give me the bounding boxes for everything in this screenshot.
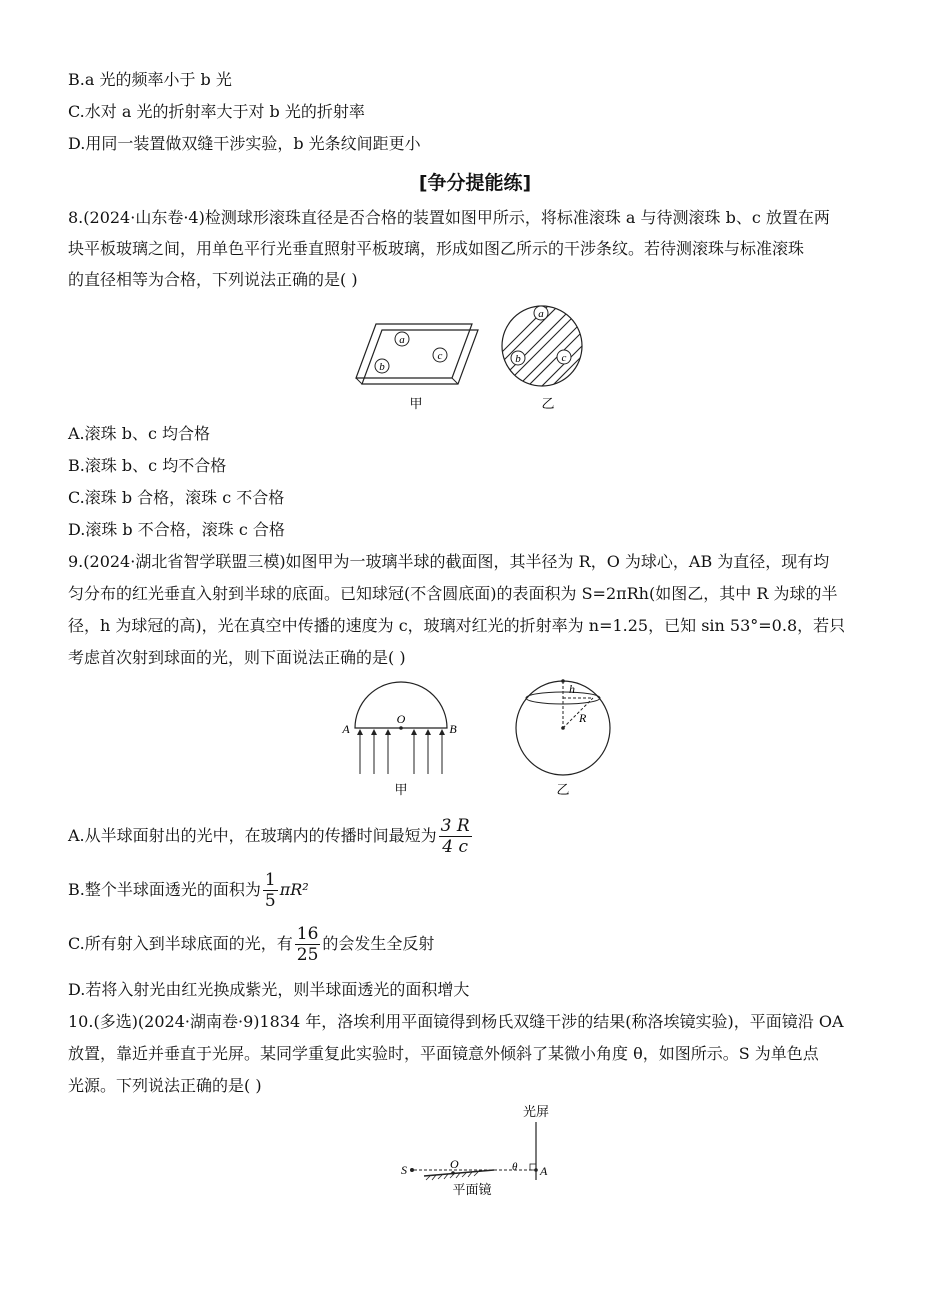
q10-stem-line-3: 光源。下列说法正确的是( )	[68, 1076, 262, 1095]
q8-stem-line-2: 块平板玻璃之间，用单色平行光垂直照射平板玻璃，形成如图乙所示的干涉条纹。若待测滚珠与标准滚珠	[68, 239, 805, 258]
q8-option-d: D.滚珠 b 不合格，滚珠 c 合格	[68, 520, 285, 539]
q7-option-c: C.水对 a 光的折射率大于对 b 光的折射率	[68, 102, 365, 121]
q9-option-b-text: B.整个半球面透光的面积为	[68, 880, 261, 899]
q9-height-h-label: h	[569, 682, 575, 696]
q10-source-s-label: S	[401, 1163, 407, 1177]
q9-stem-line-4: 考虑首次射到球面的光，则下面说法正确的是( )	[68, 648, 406, 667]
q9-stem-line-2: 匀分布的红光垂直入射到半球的底面。已知球冠(不含圆底面)的表面积为 S=2πRh(如图乙，其中 R 为球的半	[68, 584, 838, 603]
fraction-numerator: 1	[264, 870, 276, 890]
q9-option-b-fraction	[263, 870, 278, 911]
q10-angle-theta-label: θ	[512, 1161, 518, 1173]
fraction-numerator: 16	[296, 924, 319, 944]
q9-figure-label-jia: 甲	[394, 782, 408, 797]
q10-stem-line-2: 放置，靠近并垂直于光屏。某同学重复此实验时，平面镜意外倾斜了某微小角度 θ，如图所示。S 为单色点	[68, 1044, 819, 1063]
q10-figure	[394, 1100, 564, 1202]
q8-figure-label-yi: 乙	[541, 396, 555, 411]
q10-stem-line-1: 10.(多选)(2024·湖南卷·9)1834 年，洛埃利用平面镜得到杨氏双缝干涉的结果(称洛埃镜实验)，平面镜沿 OA	[68, 1012, 844, 1031]
q8-option-a: A.滚珠 b、c 均合格	[68, 424, 211, 443]
fraction-denominator: 5	[264, 891, 276, 911]
section-title: [争分提能练]	[418, 172, 532, 194]
q8-ball-a-label: a	[399, 334, 405, 346]
q8-stem-line-3: 的直径相等为合格，下列说法正确的是( )	[68, 270, 358, 289]
q8-stem-line-1: 8.(2024·山东卷·4)检测球形滚珠直径是否合格的装置如图甲所示，将标准滚珠 a 与待测滚珠 b、c 放置在两	[68, 208, 830, 227]
q9-option-b	[68, 866, 309, 914]
q10-mirror-label: 平面镜	[452, 1182, 492, 1197]
q9-option-c-fraction	[295, 924, 321, 965]
q9-stem-line-3: 径，h 为球冠的高)，光在真空中传播的速度为 c，玻璃对红光的折射率为 n=1.25，已知 sin 53°=0.8，若只	[68, 616, 846, 635]
q8-figure-label-jia: 甲	[409, 396, 423, 411]
q10-point-o-label: O	[450, 1157, 459, 1171]
q9-point-b-label: B	[449, 722, 457, 736]
q8-yi-ball-c-label: c	[561, 352, 567, 364]
q9-option-a	[68, 812, 474, 860]
q9-option-b-tail: πR²	[279, 880, 309, 899]
q9-point-a-label: A	[342, 722, 350, 736]
fraction-numerator: 3 R	[440, 816, 470, 836]
q9-figure-label-yi: 乙	[556, 782, 570, 797]
q9-option-d: D.若将入射光由红光换成紫光，则半球面透光的面积增大	[68, 980, 470, 999]
q8-option-c: C.滚珠 b 合格，滚珠 c 不合格	[68, 488, 285, 507]
q9-option-a-fraction	[439, 816, 472, 857]
q10-point-a-label: A	[540, 1164, 548, 1178]
q9-stem-line-1: 9.(2024·湖北省智学联盟三模)如图甲为一玻璃半球的截面图，其半径为 R，O 为球心，AB 为直径，现有均	[68, 552, 830, 571]
fraction-denominator: 4 c	[442, 837, 469, 857]
q9-option-a-text: A.从半球面射出的光中，在玻璃内的传播时间最短为	[68, 826, 437, 845]
fraction-denominator: 25	[296, 945, 319, 965]
q7-option-d: D.用同一装置做双缝干涉实验，b 光条纹间距更小	[68, 134, 421, 153]
q9-option-c-text: C.所有射入到半球底面的光，有	[68, 934, 293, 953]
q9-radius-r-label: R	[579, 711, 587, 725]
q9-point-o-label: O	[396, 712, 406, 726]
q9-option-c	[68, 920, 434, 968]
q8-ball-b-label: b	[379, 361, 385, 373]
q8-ball-c-label: c	[437, 350, 443, 362]
q8-yi-ball-b-label: b	[515, 353, 521, 365]
q8-figure	[340, 296, 600, 414]
q9-option-c-tail: 的会发生全反射	[322, 934, 435, 953]
q8-yi-ball-a-label: a	[538, 308, 544, 320]
q9-figure	[335, 676, 625, 802]
q8-option-b: B.滚珠 b、c 均不合格	[68, 456, 227, 475]
q10-screen-label: 光屏	[522, 1104, 550, 1119]
q7-option-b: B.a 光的频率小于 b 光	[68, 70, 232, 89]
